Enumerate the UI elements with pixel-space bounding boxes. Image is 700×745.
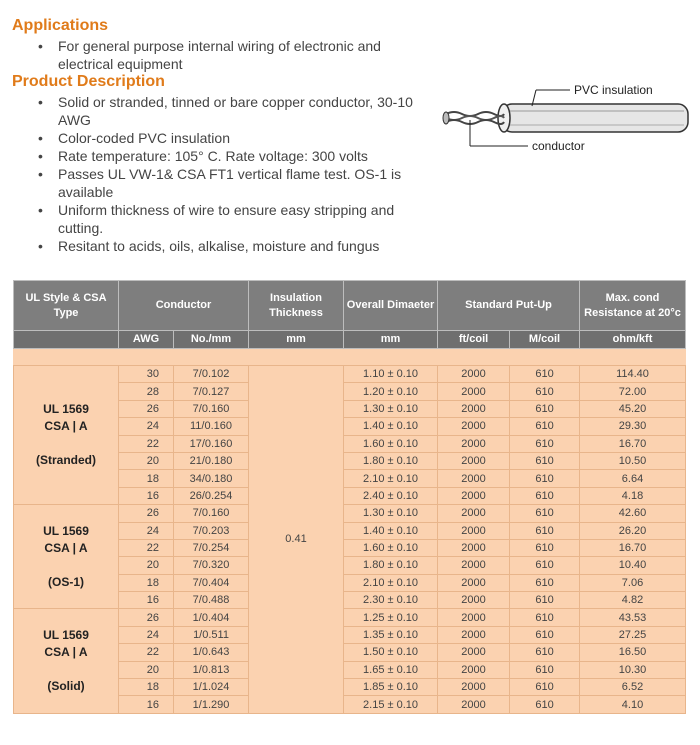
overall-diameter-cell: 1.40 ± 0.10	[344, 418, 438, 435]
style-line-type: (Stranded)	[36, 453, 96, 468]
m-coil-cell: 610	[510, 644, 580, 661]
awg-cell: 18	[119, 470, 174, 487]
resistance-cell: 45.20	[580, 400, 686, 417]
awg-cell: 18	[119, 574, 174, 591]
resistance-cell: 4.82	[580, 592, 686, 609]
strand-cell: 17/0.160	[174, 435, 249, 452]
strand-cell: 21/0.180	[174, 452, 249, 469]
header-overall-diameter: Overall Dimaeter	[344, 281, 438, 331]
strand-cell: 7/0.160	[174, 400, 249, 417]
applications-list	[36, 37, 426, 73]
ft-coil-cell: 2000	[438, 661, 510, 678]
list-item: • Color-coded PVC insulation	[36, 129, 426, 147]
ft-coil-cell: 2000	[438, 487, 510, 504]
ft-coil-cell: 2000	[438, 366, 510, 383]
style-line-type: (Solid)	[47, 679, 85, 694]
m-coil-cell: 610	[510, 661, 580, 678]
strand-cell: 7/0.320	[174, 557, 249, 574]
ft-coil-cell: 2000	[438, 644, 510, 661]
awg-cell: 26	[119, 609, 174, 626]
overall-diameter-cell: 1.80 ± 0.10	[344, 452, 438, 469]
style-line-ul: UL 1569	[43, 628, 89, 643]
awg-cell: 22	[119, 539, 174, 556]
overall-diameter-cell: 1.80 ± 0.10	[344, 557, 438, 574]
subheader-empty	[14, 331, 119, 349]
overall-diameter-cell: 1.40 ± 0.10	[344, 522, 438, 539]
ft-coil-cell: 2000	[438, 522, 510, 539]
spacer-row	[14, 349, 686, 366]
strand-cell: 1/1.290	[174, 696, 249, 713]
awg-cell: 16	[119, 487, 174, 504]
awg-cell: 22	[119, 644, 174, 661]
m-coil-cell: 610	[510, 522, 580, 539]
resistance-cell: 26.20	[580, 522, 686, 539]
overall-diameter-cell: 2.30 ± 0.10	[344, 592, 438, 609]
ul-style-cell	[14, 366, 119, 505]
m-coil-cell: 610	[510, 557, 580, 574]
style-line-csa: CSA | A	[44, 540, 88, 555]
m-coil-cell: 610	[510, 609, 580, 626]
overall-diameter-cell: 1.65 ± 0.10	[344, 661, 438, 678]
overall-diameter-cell: 2.10 ± 0.10	[344, 574, 438, 591]
resistance-cell: 114.40	[580, 366, 686, 383]
ul-style-cell	[14, 609, 119, 713]
header-conductor: Conductor	[119, 281, 249, 331]
m-coil-cell: 610	[510, 679, 580, 696]
insulation-thickness-cell: 0.41	[249, 366, 344, 714]
m-coil-cell: 610	[510, 487, 580, 504]
header-resistance: Max. cond Resistance at 20°c	[580, 281, 686, 331]
table-row	[14, 505, 686, 522]
subheader-ohm: ohm/kft	[580, 331, 686, 349]
awg-cell: 20	[119, 661, 174, 678]
awg-cell: 30	[119, 366, 174, 383]
awg-cell: 24	[119, 626, 174, 643]
m-coil-cell: 610	[510, 626, 580, 643]
awg-cell: 28	[119, 383, 174, 400]
list-item: • Uniform thickness of wire to ensure easy stripping and cutting.	[36, 201, 426, 237]
list-item: • For general purpose internal wiring of electronic and electrical equipment	[36, 37, 426, 73]
awg-cell: 26	[119, 505, 174, 522]
ft-coil-cell: 2000	[438, 626, 510, 643]
resistance-cell: 10.40	[580, 557, 686, 574]
strand-cell: 1/0.511	[174, 626, 249, 643]
overall-diameter-cell: 2.10 ± 0.10	[344, 470, 438, 487]
strand-cell: 1/0.404	[174, 609, 249, 626]
style-line-ul: UL 1569	[43, 523, 89, 538]
table-header-row	[14, 281, 686, 331]
strand-cell: 7/0.127	[174, 383, 249, 400]
table-row	[14, 366, 686, 383]
awg-cell: 18	[119, 679, 174, 696]
awg-cell: 22	[119, 435, 174, 452]
ft-coil-cell: 2000	[438, 452, 510, 469]
ft-coil-cell: 2000	[438, 400, 510, 417]
overall-diameter-cell: 1.50 ± 0.10	[344, 644, 438, 661]
overall-diameter-cell: 1.20 ± 0.10	[344, 383, 438, 400]
ft-coil-cell: 2000	[438, 470, 510, 487]
m-coil-cell: 610	[510, 539, 580, 556]
subheader-od-unit: mm	[344, 331, 438, 349]
awg-cell: 20	[119, 452, 174, 469]
resistance-cell: 43.53	[580, 609, 686, 626]
m-coil-cell: 610	[510, 592, 580, 609]
resistance-cell: 42.60	[580, 505, 686, 522]
awg-cell: 16	[119, 592, 174, 609]
applications-heading: Applications	[12, 17, 109, 34]
subheader-ft-coil: ft/coil	[438, 331, 510, 349]
overall-diameter-cell: 1.85 ± 0.10	[344, 679, 438, 696]
subheader-no-mm: No./mm	[174, 331, 249, 349]
ft-coil-cell: 2000	[438, 696, 510, 713]
overall-diameter-cell: 1.10 ± 0.10	[344, 366, 438, 383]
ft-coil-cell: 2000	[438, 592, 510, 609]
overall-diameter-cell: 2.15 ± 0.10	[344, 696, 438, 713]
strand-cell: 7/0.404	[174, 574, 249, 591]
style-line-csa: CSA | A	[44, 645, 88, 660]
table-body	[14, 349, 686, 714]
strand-cell: 7/0.203	[174, 522, 249, 539]
strand-cell: 26/0.254	[174, 487, 249, 504]
ft-coil-cell: 2000	[438, 383, 510, 400]
style-line-csa: CSA | A	[44, 419, 88, 434]
m-coil-cell: 610	[510, 366, 580, 383]
m-coil-cell: 610	[510, 470, 580, 487]
awg-cell: 16	[119, 696, 174, 713]
strand-cell: 7/0.254	[174, 539, 249, 556]
m-coil-cell: 610	[510, 400, 580, 417]
m-coil-cell: 610	[510, 418, 580, 435]
product-description-heading: Product Description	[12, 73, 165, 90]
style-line-type: (OS-1)	[48, 574, 84, 589]
ft-coil-cell: 2000	[438, 574, 510, 591]
resistance-cell: 4.10	[580, 696, 686, 713]
awg-cell: 26	[119, 400, 174, 417]
ft-coil-cell: 2000	[438, 539, 510, 556]
resistance-cell: 6.64	[580, 470, 686, 487]
resistance-cell: 72.00	[580, 383, 686, 400]
list-item: • Solid or stranded, tinned or bare copper conductor, 30-10 AWG	[36, 93, 426, 129]
resistance-cell: 16.70	[580, 435, 686, 452]
ft-coil-cell: 2000	[438, 679, 510, 696]
style-line-ul: UL 1569	[43, 402, 89, 417]
product-description-list	[36, 93, 426, 255]
strand-cell: 1/1.024	[174, 679, 249, 696]
header-insulation: Insulation Thickness	[249, 281, 344, 331]
subheader-ins-unit: mm	[249, 331, 344, 349]
overall-diameter-cell: 1.30 ± 0.10	[344, 505, 438, 522]
header-put-up: Standard Put-Up	[438, 281, 580, 331]
table-subheader-row	[14, 331, 686, 349]
strand-cell: 1/0.643	[174, 644, 249, 661]
resistance-cell: 7.06	[580, 574, 686, 591]
subheader-awg: AWG	[119, 331, 174, 349]
m-coil-cell: 610	[510, 505, 580, 522]
strand-cell: 7/0.488	[174, 592, 249, 609]
m-coil-cell: 610	[510, 383, 580, 400]
m-coil-cell: 610	[510, 452, 580, 469]
awg-cell: 20	[119, 557, 174, 574]
strand-cell: 7/0.160	[174, 505, 249, 522]
awg-cell: 24	[119, 418, 174, 435]
wire-diagram	[440, 80, 690, 160]
strand-cell: 7/0.102	[174, 366, 249, 383]
ft-coil-cell: 2000	[438, 609, 510, 626]
m-coil-cell: 610	[510, 435, 580, 452]
resistance-cell: 6.52	[580, 679, 686, 696]
list-item: • Rate temperature: 105° C. Rate voltage: 300 volts	[36, 147, 426, 165]
resistance-cell: 16.70	[580, 539, 686, 556]
ft-coil-cell: 2000	[438, 435, 510, 452]
strand-cell: 1/0.813	[174, 661, 249, 678]
overall-diameter-cell: 1.35 ± 0.10	[344, 626, 438, 643]
strand-cell: 34/0.180	[174, 470, 249, 487]
header-style: UL Style & CSA Type	[14, 281, 119, 331]
resistance-cell: 29.30	[580, 418, 686, 435]
pvc-insulation-label: PVC insulation	[574, 83, 653, 97]
resistance-cell: 10.30	[580, 661, 686, 678]
product-info-section	[0, 0, 700, 275]
overall-diameter-cell: 1.60 ± 0.10	[344, 539, 438, 556]
table-row	[14, 609, 686, 626]
awg-cell: 24	[119, 522, 174, 539]
m-coil-cell: 610	[510, 696, 580, 713]
resistance-cell: 27.25	[580, 626, 686, 643]
strand-cell: 11/0.160	[174, 418, 249, 435]
list-item: • Passes UL VW-1& CSA FT1 vertical flame test. OS-1 is available	[36, 165, 426, 201]
overall-diameter-cell: 1.25 ± 0.10	[344, 609, 438, 626]
specification-table	[13, 280, 686, 714]
overall-diameter-cell: 1.60 ± 0.10	[344, 435, 438, 452]
resistance-cell: 10.50	[580, 452, 686, 469]
overall-diameter-cell: 1.30 ± 0.10	[344, 400, 438, 417]
overall-diameter-cell: 2.40 ± 0.10	[344, 487, 438, 504]
list-item: • Resitant to acids, oils, alkalise, moisture and fungus	[36, 237, 426, 255]
conductor-label: conductor	[532, 139, 585, 153]
resistance-cell: 16.50	[580, 644, 686, 661]
ft-coil-cell: 2000	[438, 505, 510, 522]
m-coil-cell: 610	[510, 574, 580, 591]
ft-coil-cell: 2000	[438, 418, 510, 435]
resistance-cell: 4.18	[580, 487, 686, 504]
ft-coil-cell: 2000	[438, 557, 510, 574]
ul-style-cell	[14, 505, 119, 609]
subheader-m-coil: M/coil	[510, 331, 580, 349]
